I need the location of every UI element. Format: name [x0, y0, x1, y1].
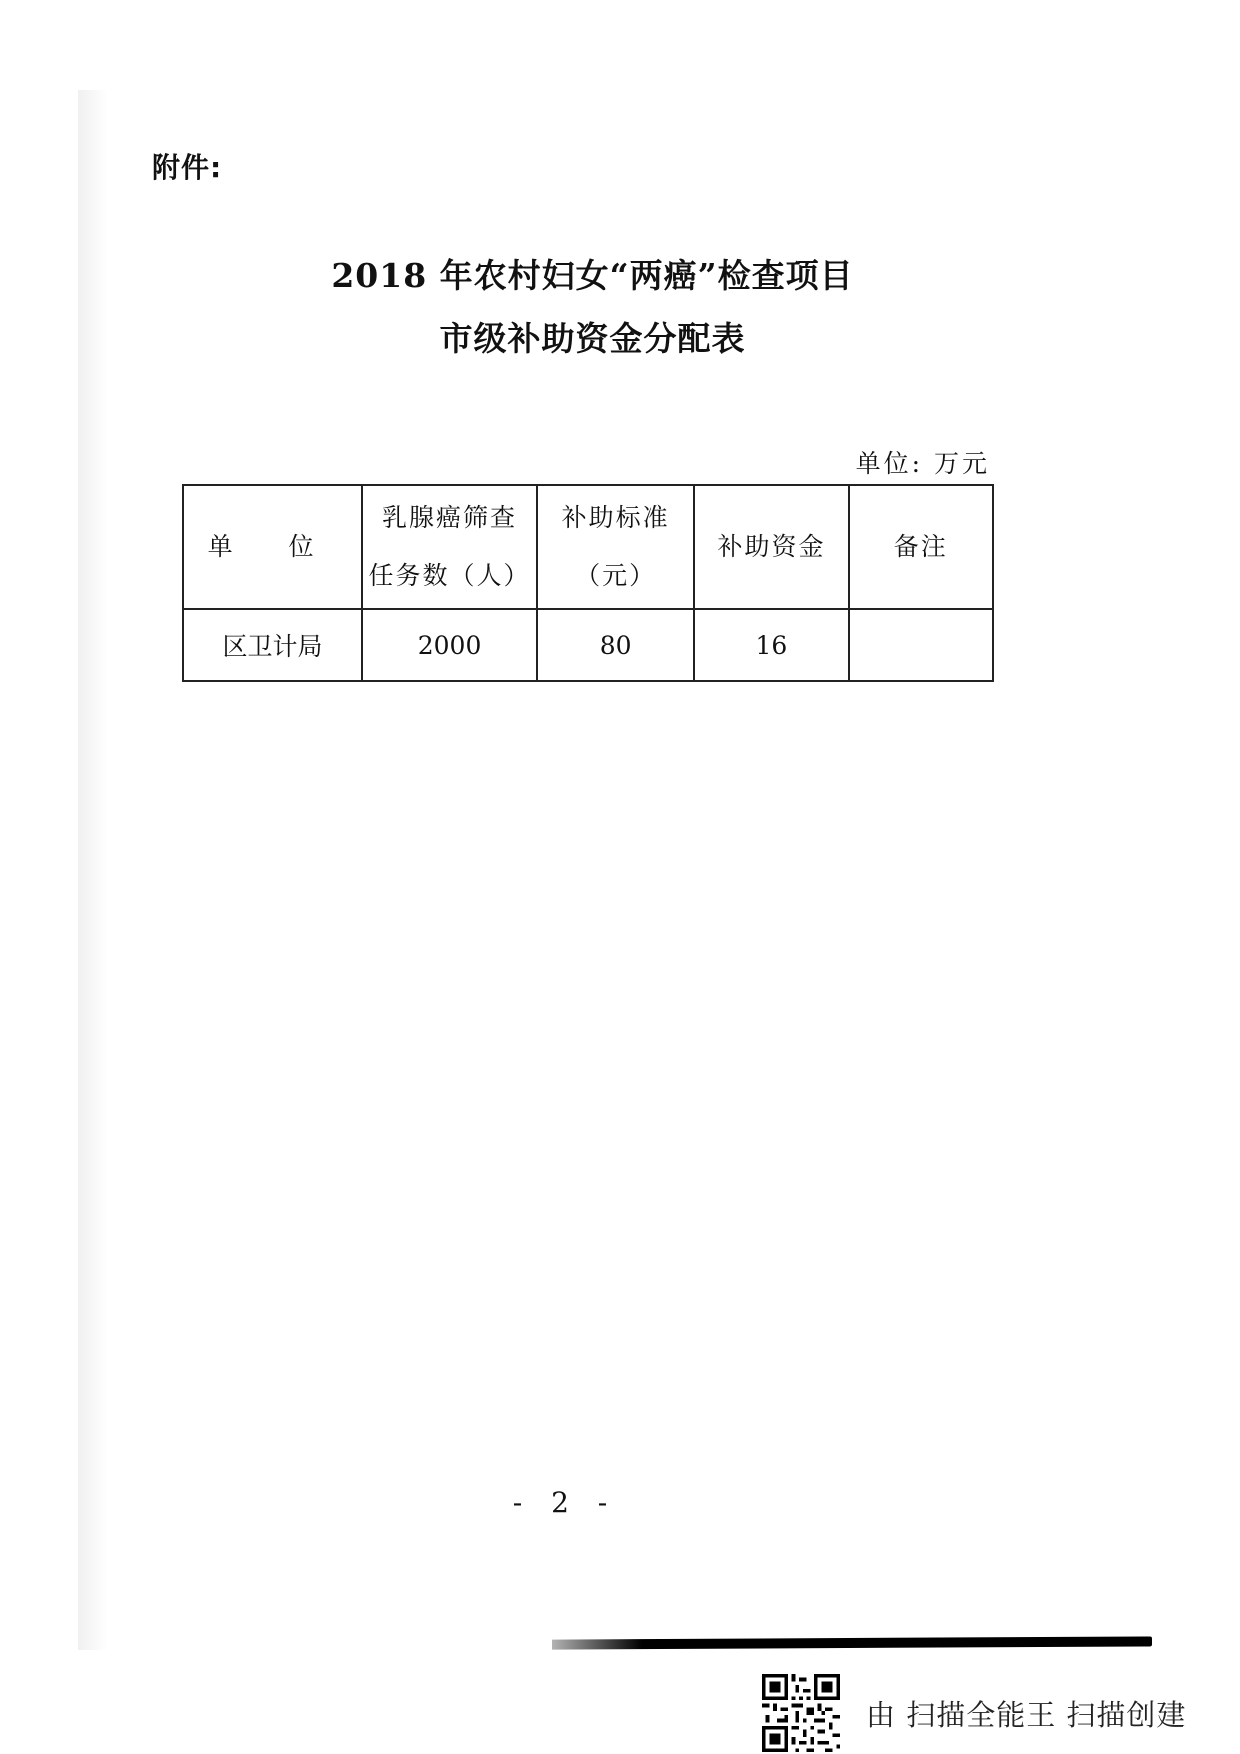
header-remarks — [849, 485, 993, 609]
header-subsidy-standard-label: 补助标准 （元） — [561, 503, 670, 590]
table-header-row — [183, 485, 993, 609]
cell-task-count: 2000 — [362, 609, 537, 681]
cell-subsidy-fund: 16 — [694, 609, 848, 681]
document-title-line2: 市级补助资金分配表 — [439, 319, 746, 358]
header-unit — [183, 485, 362, 609]
scanner-footer — [762, 1672, 1186, 1754]
unit-note: 单位: 万元 — [855, 449, 990, 478]
header-subsidy-fund-label: 补助资金 — [717, 532, 826, 561]
cell-remarks — [849, 609, 993, 681]
header-task-count — [362, 485, 537, 609]
scanner-footer-text: 由 扫描全能王 扫描创建 — [866, 1697, 1187, 1732]
header-subsidy-standard — [537, 485, 694, 609]
qr-code-icon — [762, 1674, 840, 1752]
page-number: - 2 - — [512, 1486, 618, 1519]
attachment-label: 附件: — [152, 151, 223, 184]
cell-subsidy-standard: 80 — [537, 609, 694, 681]
header-remarks-label: 备注 — [893, 532, 948, 561]
header-task-count-label: 乳腺癌筛查 任务数（人） — [368, 503, 531, 590]
header-unit-label: 单 位 — [207, 532, 338, 561]
table-row — [183, 609, 993, 681]
scan-bottom-rule — [552, 1636, 1152, 1649]
document-title-line1: 2018 年农村妇女“两癌”检查项目 — [331, 256, 854, 295]
allocation-table — [182, 484, 994, 682]
cell-unit: 区卫计局 — [183, 609, 362, 681]
header-subsidy-fund — [694, 485, 848, 609]
